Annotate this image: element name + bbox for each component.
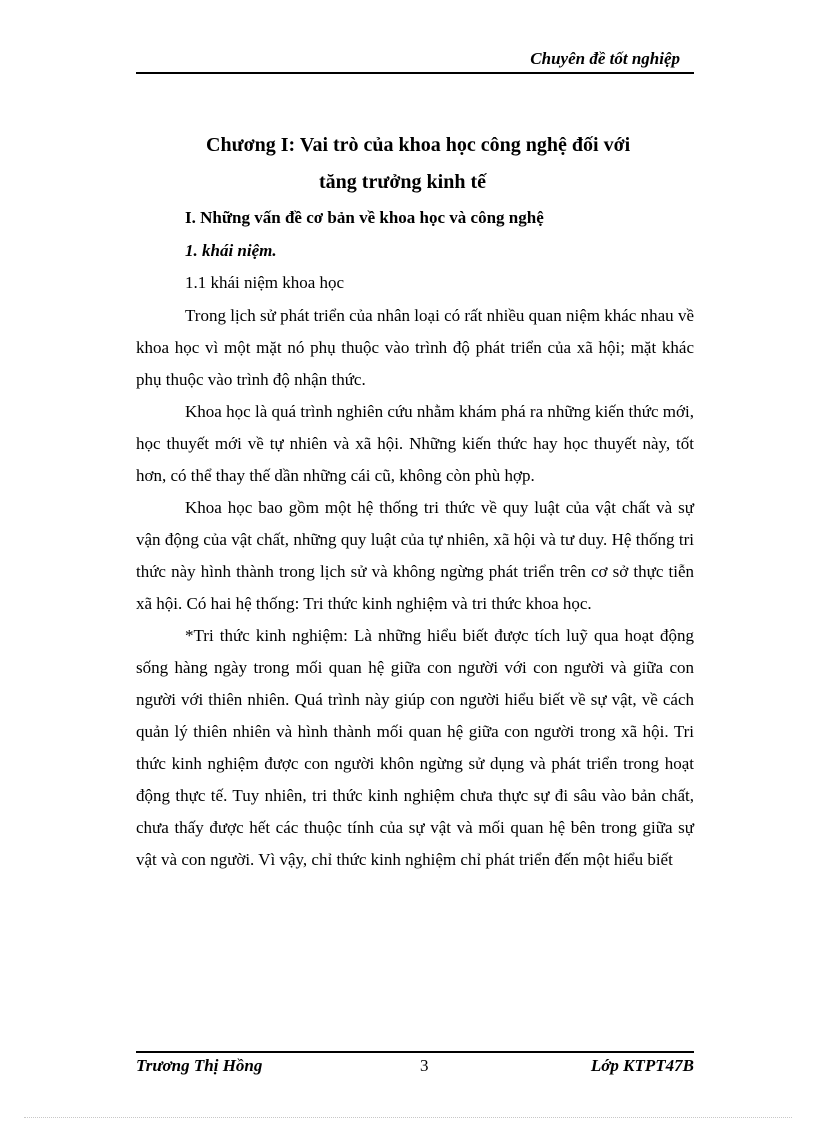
paragraph: *Tri thức kinh nghiệm: Là những hiểu biết được tích luỹ qua hoạt động sống hàng ngày trong mối quan hệ giữa con người với con người và giữa con người với thiên nhiên. Quá trình này giúp con người hiểu biết về sự vật, về cách quản lý thiên nhiên và hình thành mối quan hệ giữa con người trong xã hội. Tri thức kinh nghiệm được con người khôn ngừng sử dụng và phát triển trong hoạt động thực tế. Tuy nhiên, tri thức kinh nghiệm chưa thực sự đi sâu vào bản chất, chưa thấy được hết các thuộc tính của sự vật và mối quan hệ bên trong giữa sự vật và con người. Vì vậy, chỉ thức kinh nghiệm chỉ phát triển đến một hiểu biết (136, 626, 694, 869)
header-divider (136, 72, 694, 74)
footer-divider (136, 1051, 694, 1053)
paragraph: Trong lịch sử phát triển của nhân loại có rất nhiều quan niệm khác nhau về khoa học vì một mặt nó phụ thuộc vào trình độ phát triển của xã hội; mặt khác phụ thuộc vào trình độ nhận thức. (136, 306, 694, 389)
sub-sub-heading: 1.1 khái niệm khoa học (185, 273, 345, 292)
chapter-title-line-1: Chương I: Vai trò của khoa học công nghệ đối với (206, 134, 631, 156)
section-heading: I. Những vấn đề cơ bản về khoa học và công nghệ (185, 208, 544, 227)
chapter-title-line-2: tăng trưởng kinh tế (319, 171, 486, 193)
footer-class: Lớp KTPT47B (590, 1056, 694, 1075)
header-title: Chuyên đề tốt nghiệp (530, 49, 680, 68)
footer-author: Trương Thị Hồng (136, 1056, 263, 1075)
paragraph: Khoa học là quá trình nghiên cứu nhằm khám phá ra những kiến thức mới, học thuyết mới về tự nhiên và xã hội. Những kiến thức hay học thuyết này, tốt hơn, có thể thay thế dần những cái cũ, không còn phù hợp. (136, 402, 694, 485)
sub-heading: 1. khái niệm. (185, 241, 277, 260)
page-edge-divider (24, 1117, 792, 1118)
body-text (136, 300, 694, 876)
page-number: 3 (420, 1056, 429, 1075)
paragraph: Khoa học bao gồm một hệ thống tri thức về quy luật của vật chất và sự vận động của vật chất, những quy luật của tự nhiên, xã hội và tư duy. Hệ thống tri thức này hình thành trong lịch sử và không ngừng phát triển trên cơ sở thực tiễn xã hội. Có hai hệ thống: Tri thức kinh nghiệm và tri thức khoa học. (136, 498, 694, 613)
